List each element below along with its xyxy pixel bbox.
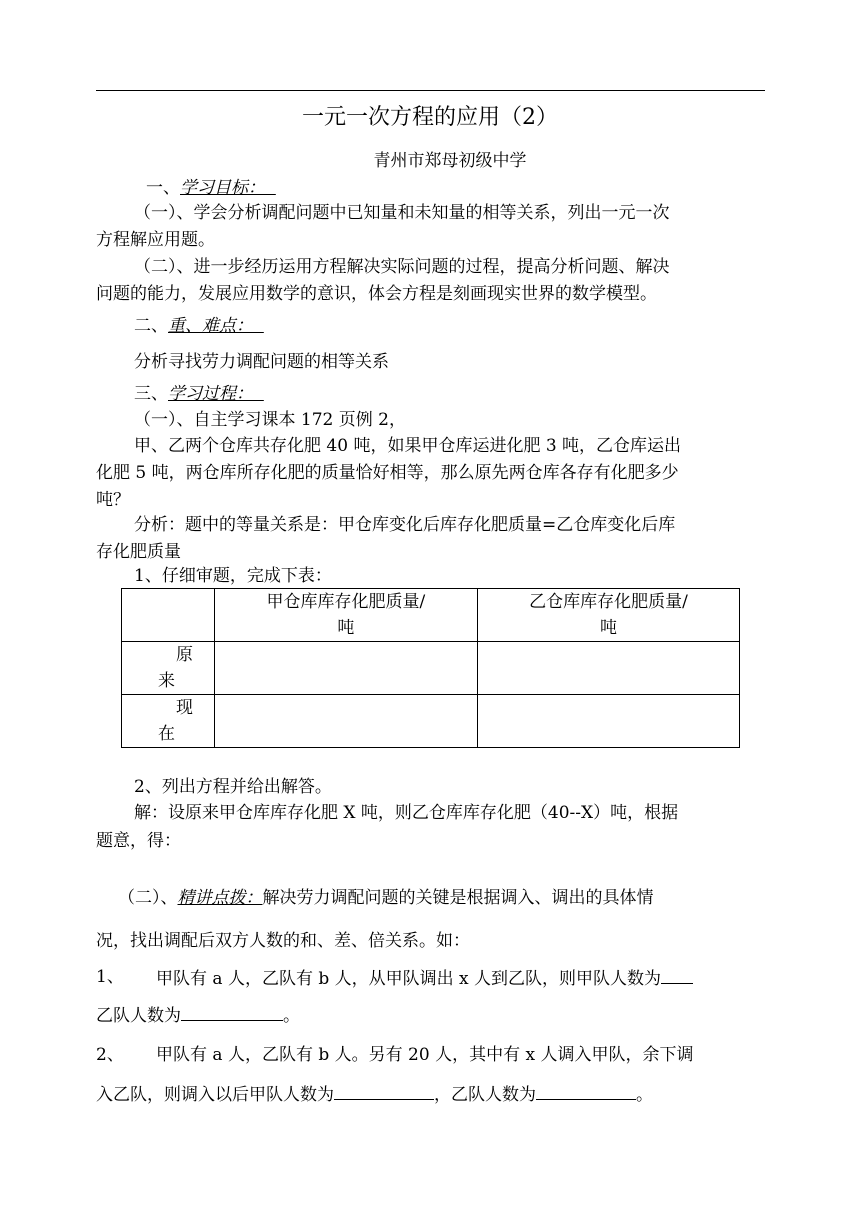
section1-heading [146,176,276,200]
school-name: 青州市郑母初级中学 [373,151,527,171]
step1-text: 1、仔细审题，完成下表： [134,566,332,586]
goal2-line1: （二）、进一步经历运用方程解决实际问题的过程，提高分析问题、解决 [134,257,670,277]
answer-blank[interactable] [181,1002,283,1021]
key-points-text: 分析寻找劳力调配问题的相等关系 [134,352,389,372]
table-cell-input[interactable] [214,695,477,748]
item1-number: 1、 [96,967,124,987]
item2-line1: 甲队有 a 人，乙队有 b 人。另有 20 人，其中有 x 人调入甲队，余下调 [156,1045,694,1065]
row-label-now: 现 在 [122,695,215,748]
table-header-b [477,589,739,642]
section1-title: 学习目标： [180,178,265,198]
analysis-line1: 分析：题中的等量关系是：甲仓库变化后库存化肥质量=乙仓库变化后库 [134,515,676,535]
table-cell-input[interactable] [214,642,477,695]
goal1-line2: 方程解应用题。 [96,230,215,250]
section2-title: 重、难点： [168,316,253,336]
part2-title: 精讲点拨： [177,888,263,908]
section2-heading [134,314,264,338]
part2-text: 解决劳力调配问题的关键是根据调入、调出的具体情 [262,888,654,908]
section3-prefix: 三、 [134,384,168,404]
answer-blank[interactable] [661,965,693,984]
row-label-original: 原 来 [122,642,215,695]
fertilizer-table [121,588,740,748]
goal2-line2: 问题的能力，发展应用数学的意识，体会方程是刻画现实世界的数学模型。 [96,284,657,304]
solution-line1: 解：设原来甲仓库库存化肥 X 吨，则乙仓库库存化肥（40--X）吨，根据 [134,803,679,823]
page-title: 一元一次方程的应用（2） [302,105,558,130]
table-cell-input[interactable] [477,642,739,695]
table-row [122,695,740,748]
item1-line1: 甲队有 a 人，乙队有 b 人，从甲队调出 x 人到乙队，则甲队人数为 [156,965,693,991]
table-corner-cell [122,589,215,642]
answer-blank[interactable] [334,1081,434,1100]
part1-text: （一）、自主学习课本 172 页例 2， [134,410,406,430]
goal1-line1: （一）、学会分析调配问题中已知量和未知量的相等关系，列出一元一次 [134,203,670,223]
table-header-a [214,589,477,642]
step2-text: 2、列出方程并给出解答。 [134,777,332,797]
header-b-line1: 乙仓库库存化肥质量/ [529,592,688,612]
header-a-line1: 甲仓库库存化肥质量/ [266,592,426,612]
analysis-line2: 存化肥质量 [96,542,181,562]
solution-line2: 题意，得： [96,831,181,851]
part2-prefix: （二）、 [118,888,178,908]
section3-title: 学习过程： [168,384,253,404]
item2-line2: 入乙队，则调入以后甲队人数为 ，乙队人数为 。 [96,1081,653,1107]
section2-prefix: 二、 [134,316,168,336]
part2-line1 [118,886,654,910]
item2-number: 2、 [96,1045,124,1065]
section3-heading [134,382,264,406]
header-a-line2: 吨 [337,618,355,638]
problem-line1: 甲、乙两个仓库共存化肥 40 吨，如果甲仓库运进化肥 3 吨，乙仓库运出 [134,436,682,456]
header-rule [96,90,765,91]
problem-line2: 化肥 5 吨，两仓库所存化肥的质量恰好相等，那么原先两仓库各存有化肥多少 [96,463,679,483]
header-b-line2: 吨 [599,618,617,638]
table-header-row [122,589,740,642]
problem-line3: 吨？ [96,490,130,510]
item1-line2: 乙队人数为 。 [96,1002,300,1028]
part2-line2: 况，找出调配后双方人数的和、差、倍关系。如： [96,931,470,951]
answer-blank[interactable] [536,1081,636,1100]
table-cell-input[interactable] [477,695,739,748]
table-row [122,642,740,695]
section1-prefix: 一、 [146,178,180,198]
